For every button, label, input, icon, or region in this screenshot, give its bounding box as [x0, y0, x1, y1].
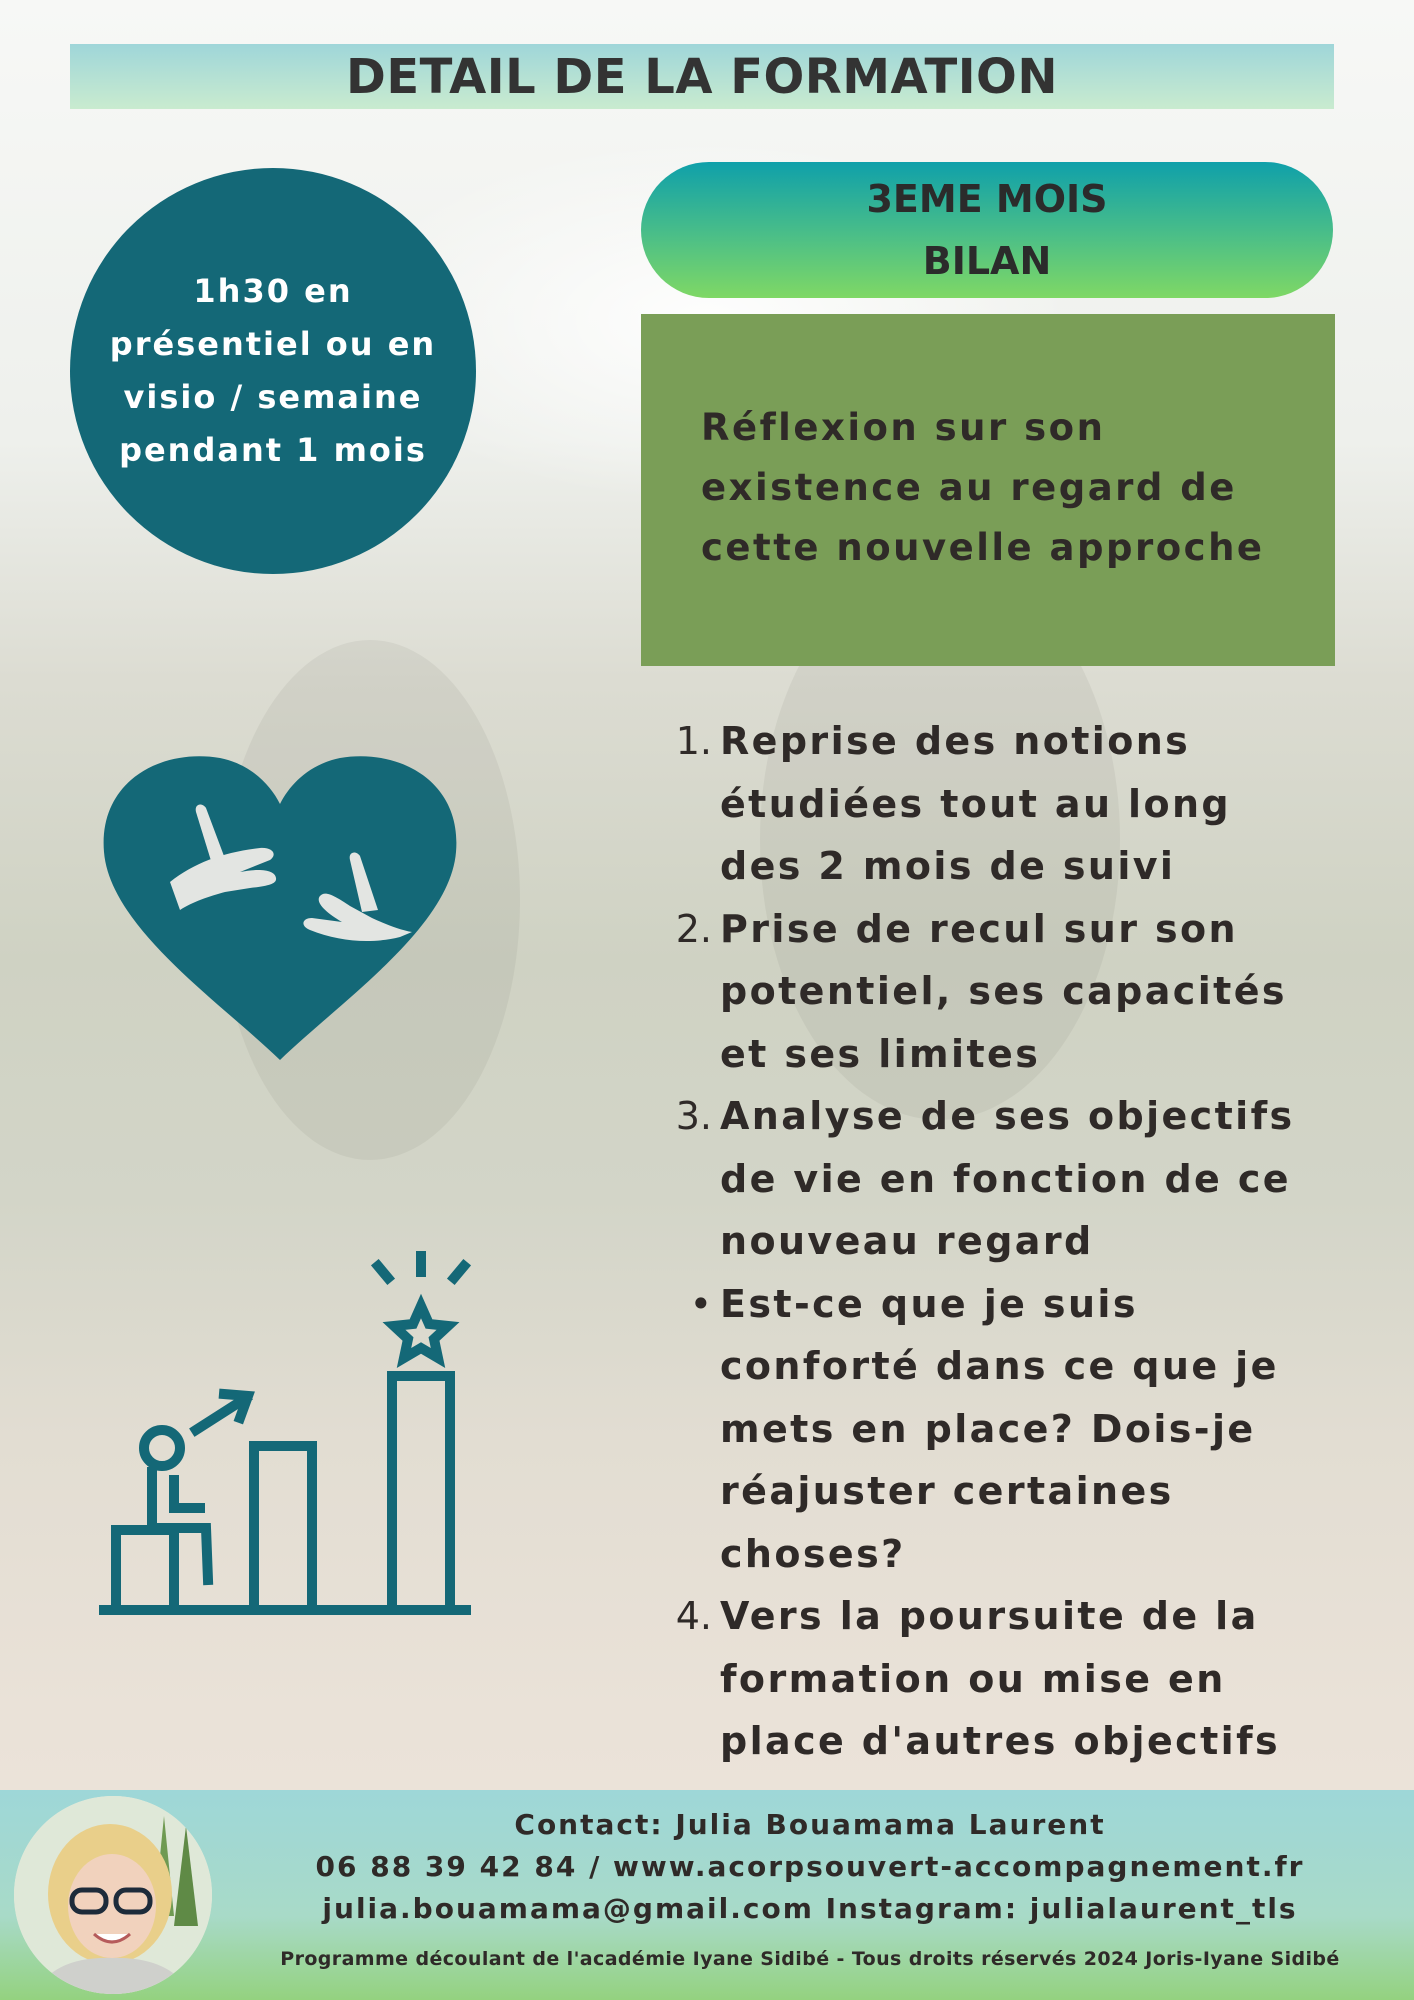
- list-item-line: Prise de recul sur son: [720, 906, 1239, 951]
- schedule-line-1: 1h30 en: [193, 272, 353, 310]
- list-item-line: réajuster certaines: [720, 1469, 1174, 1513]
- list-item-text: [720, 1085, 1295, 1273]
- list-item-text: [720, 1273, 1279, 1586]
- schedule-line-4: pendant 1 mois: [119, 431, 427, 469]
- list-item-line: formation ou mise en: [720, 1656, 1226, 1701]
- list-item-line: potentiel, ses capacités: [720, 969, 1287, 1013]
- list-item: [660, 710, 1340, 898]
- list-item-line: nouveau regard: [720, 1219, 1094, 1263]
- list-item-line: et ses limites: [720, 1031, 1041, 1076]
- title-bar: [70, 44, 1334, 109]
- list-item-text: [720, 710, 1231, 898]
- list-item-text: [720, 898, 1287, 1086]
- schedule-line-2: présentiel ou en: [109, 325, 437, 363]
- list-item: [660, 1273, 1340, 1586]
- list-item-line: Reprise des notions: [720, 719, 1191, 763]
- list-item-marker: 2.: [675, 906, 712, 951]
- list-item-line: de vie en fonction de ce: [720, 1156, 1291, 1201]
- list-item: [660, 1085, 1340, 1273]
- list-item-line: Analyse de ses objectifs: [720, 1094, 1295, 1138]
- list-item-line: mets en place? Dois-je: [720, 1406, 1256, 1451]
- list-item-marker: 1.: [675, 719, 712, 763]
- summary-line-1: Réflexion sur son: [701, 406, 1106, 449]
- avatar: [14, 1796, 212, 1994]
- schedule-text: [103, 265, 443, 477]
- page-title: DETAIL DE LA FORMATION: [345, 48, 1059, 105]
- list-item-marker: •: [689, 1281, 712, 1326]
- program-list: [660, 710, 1340, 1773]
- list-item-line: des 2 mois de suivi: [720, 844, 1176, 888]
- schedule-line-3: visio / semaine: [123, 378, 423, 416]
- podium-growth-icon: [96, 1250, 476, 1620]
- month-label: 3EME MOIS: [866, 177, 1108, 221]
- footer-phone-website: 06 88 39 42 84 / www.acorpsouvert-accompagnement.fr: [315, 1850, 1305, 1883]
- avatar-portrait-icon: [14, 1796, 212, 1994]
- summary-box: [641, 314, 1335, 666]
- footer-email-instagram: julia.bouamama@gmail.com Instagram: julialaurent_tls: [322, 1892, 1298, 1925]
- list-item-marker: 4.: [675, 1594, 712, 1638]
- list-item: [660, 898, 1340, 1086]
- summary-line-3: cette nouvelle approche: [701, 526, 1265, 569]
- list-item-line: conforté dans ce que je: [720, 1344, 1279, 1388]
- list-item-line: choses?: [720, 1531, 906, 1576]
- heart-hug-icon: [100, 752, 460, 1062]
- footer-contact: [220, 1804, 1400, 1974]
- month-pill: [641, 162, 1333, 298]
- list-item-marker: 3.: [675, 1094, 712, 1138]
- list-item-line: étudiées tout au long: [720, 781, 1232, 826]
- summary-text: [701, 398, 1295, 578]
- summary-line-2: existence au regard de: [701, 466, 1237, 509]
- schedule-circle: [70, 168, 476, 574]
- list-item-line: Est-ce que je suis: [720, 1281, 1138, 1326]
- list-item-text: [720, 1585, 1280, 1773]
- list-item-line: Vers la poursuite de la: [720, 1594, 1259, 1638]
- list-item: [660, 1585, 1340, 1773]
- month-subtitle: BILAN: [922, 239, 1052, 283]
- footer-copyright: Programme découlant de l'académie Iyane Sidibé - Tous droits réservés 2024 Joris-Iyane Sidibé: [280, 1948, 1340, 1970]
- footer-contact-name: Contact: Julia Bouamama Laurent: [514, 1808, 1106, 1841]
- list-item-line: place d'autres objectifs: [720, 1719, 1281, 1763]
